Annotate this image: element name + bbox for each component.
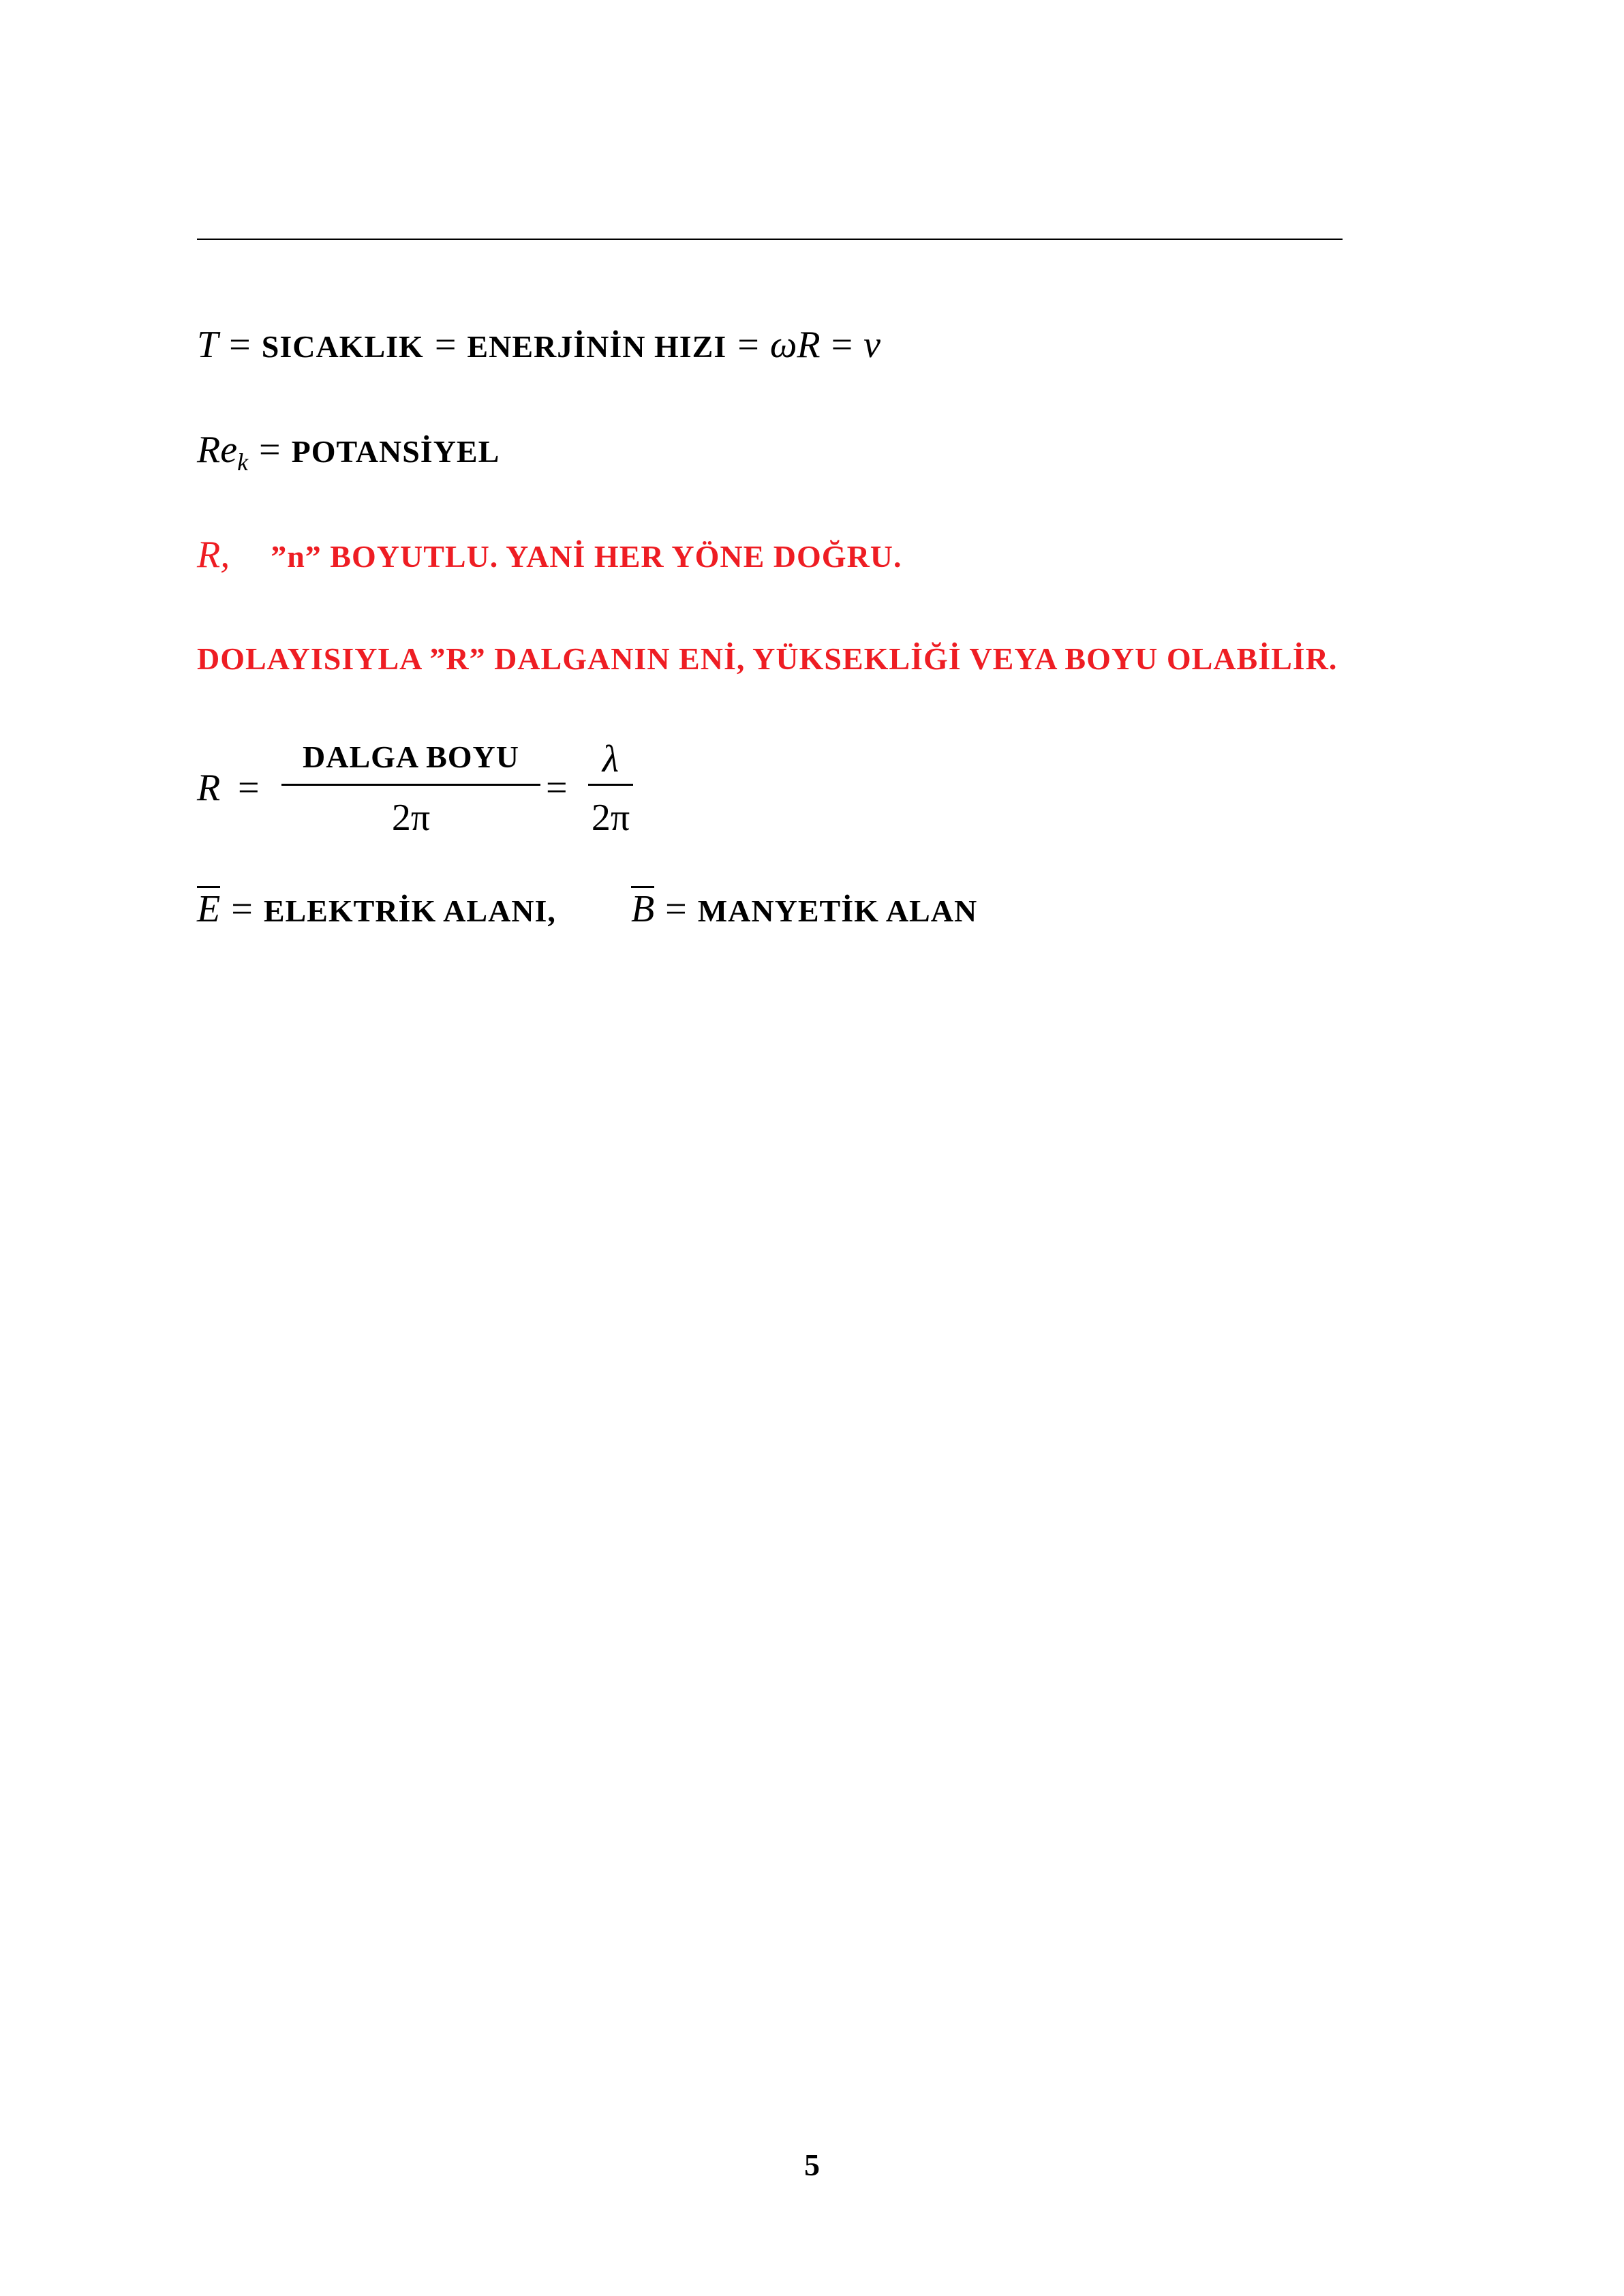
- fraction-bar: [588, 784, 633, 786]
- fraction-lambda: [588, 729, 633, 845]
- equals-sign: =: [259, 429, 281, 471]
- equals-sign: =: [665, 888, 687, 930]
- equals-sign: =: [434, 324, 457, 366]
- n-dimensional-text: ”n” BOYUTLU. YANİ HER YÖNE DOĞRU.: [271, 539, 902, 574]
- equals-sign: =: [229, 324, 251, 366]
- var-r: R,: [197, 534, 230, 576]
- var-e-bar: E: [197, 886, 220, 926]
- wave-dimension-note: [197, 641, 1337, 675]
- fraction-denominator: 2π: [391, 797, 431, 839]
- potential-equation: [197, 429, 500, 476]
- var-t: T: [197, 324, 219, 366]
- equals-sign: =: [546, 767, 568, 809]
- term-enerjinin-hizi: ENERJİNİN HIZI: [467, 329, 727, 364]
- fraction-denominator: 2π: [591, 797, 630, 839]
- term-sicaklik: SICAKLIK: [261, 329, 424, 364]
- term-elektrik-alani: ELEKTRİK ALANI,: [263, 893, 556, 928]
- subscript-k: k: [237, 448, 249, 476]
- var-r: R: [197, 767, 221, 809]
- fraction-bar: [281, 784, 540, 786]
- term-manyetik-alan: MANYETİK ALAN: [697, 893, 978, 928]
- equals-sign: =: [231, 888, 253, 930]
- n-dimensional-note: [197, 536, 902, 574]
- field-definitions: [197, 886, 977, 928]
- equals-sign: =: [238, 767, 260, 809]
- wave-dimension-text: DOLAYISIYLA ”R” DALGANIN ENİ, YÜKSEKLİĞİ VEYA BOYU OLABİLİR.: [197, 641, 1338, 676]
- var-v: v: [863, 324, 881, 366]
- header-rule: [197, 239, 1343, 240]
- fraction-numerator: λ: [602, 738, 619, 780]
- equals-sign: =: [831, 324, 853, 366]
- var-b-bar: B: [631, 886, 654, 926]
- temperature-equation: [197, 326, 880, 364]
- term-potansiyel: POTANSİYEL: [291, 434, 500, 469]
- page-number: 5: [804, 2147, 820, 2182]
- fraction-dalga-boyu: [281, 729, 540, 845]
- equals-sign: =: [737, 324, 759, 366]
- var-re: Re: [197, 429, 238, 471]
- omega-r: ωR: [769, 324, 821, 366]
- fraction-numerator: DALGA BOYU: [303, 739, 519, 774]
